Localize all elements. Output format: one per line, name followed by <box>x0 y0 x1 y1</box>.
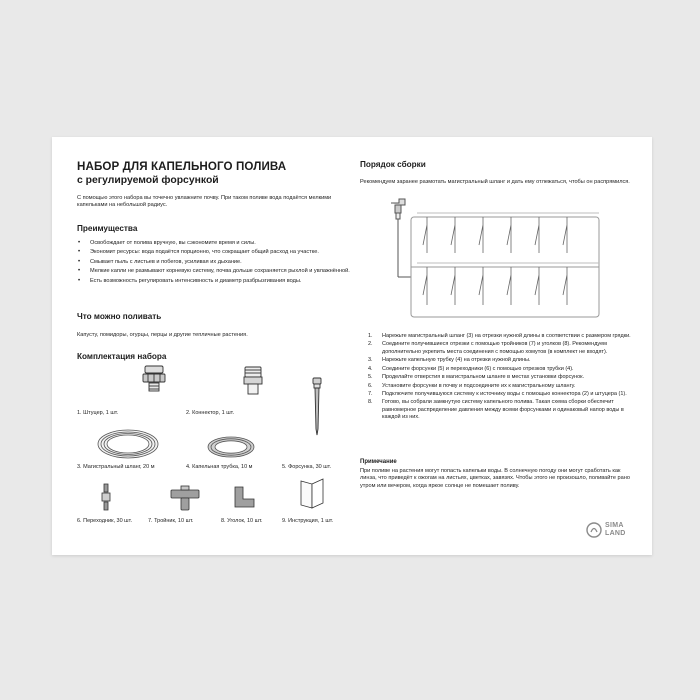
list-item <box>368 333 634 340</box>
kit-item-label: 1. Штуцер, 1 шт. <box>77 410 119 416</box>
step-text: Подключите получившуюся систему к источнику воды с помощью коннектора (2) и штуцера (1). <box>382 391 627 397</box>
list-item <box>368 374 634 381</box>
logo-text-line1: SIMA <box>605 522 624 529</box>
what-to-water-heading: Что можно поливать <box>77 312 162 321</box>
page-title: НАБОР ДЛЯ КАПЕЛЬНОГО ПОЛИВА <box>77 160 287 173</box>
assembly-intro: Рекомендуем заранее размотать магистральный шланг и дать ему отлежаться, чтобы он распрямился. <box>360 179 630 185</box>
kit-item-label: 6. Переходник, 30 шт. <box>77 518 133 524</box>
step-text: Установите форсунки в почву и подсоедините их к магистральному шлангу. <box>382 382 576 389</box>
step-number: 3. <box>368 357 373 364</box>
logo-text-line2: LAND <box>605 530 626 537</box>
kit-item-label: 8. Уголок, 10 шт. <box>221 518 263 524</box>
kit-item-label: 9. Инструкция, 1 шт. <box>282 518 334 524</box>
step-number: 6. <box>368 382 373 389</box>
list-item <box>368 341 634 355</box>
manual-icon <box>299 477 325 509</box>
kit-item-label: 7. Тройник, 10 шт. <box>148 518 194 524</box>
step-text: Соедините получившиеся отрезки с помощью тройников (7) и уголков (8). Рекомендуем дополнительно укрепить места соединения с помощью хомутов (в комплект не входят). <box>382 341 608 355</box>
elbow-icon <box>232 485 256 511</box>
step-text: Нарежьте капельную трубку (4) на отрезки нужной длины. <box>382 357 531 364</box>
step-number: 5. <box>368 374 373 381</box>
step-text: Соедините форсунки (5) и переходники (6) с помощью отрезков трубки (4). <box>382 365 574 372</box>
kit-item-label: 4. Капельная трубка, 10 м <box>186 464 253 470</box>
step-number: 2. <box>368 341 373 348</box>
main-hose-icon <box>96 427 160 461</box>
sima-land-logo-icon <box>586 522 602 538</box>
kit-item-label: 3. Магистральный шланг, 20 м <box>77 464 155 470</box>
drip-tube-icon <box>206 435 256 459</box>
step-number: 4. <box>368 365 373 372</box>
assembly-steps <box>368 333 634 422</box>
list-item: • Освобождает от полива вручную, вы сэкономите время и силы. <box>90 240 352 247</box>
kit-item-label: 2. Коннектор, 1 шт. <box>186 410 235 416</box>
list-item <box>368 382 634 390</box>
fitting-icon <box>140 365 168 395</box>
kit-item-label: 5. Форсунка, 30 шт. <box>282 464 332 470</box>
list-item: • Смывает пыль с листьев и побегов, усиливая их дыхание. <box>90 259 352 266</box>
kit-heading: Комплектация набора <box>77 352 167 361</box>
list-item: • Экономит ресурсы: вода подаётся порционно, что сокращает общий расход на участке. <box>90 249 352 256</box>
list-item: • Мелкие капли не размывают корневую систему, почва дольше сохраняется рыхлой и увлажнённой. <box>90 268 352 275</box>
step-number: 7. <box>368 391 373 397</box>
step-text: Готово, вы собрали замкнутую систему капельного полива. Такая схема сборки обеспечит равномерное распределение давления между всеми форсунками и одинаковый напор воды в каждой из них. <box>382 399 624 420</box>
list-item <box>368 365 634 373</box>
page-subtitle: с регулируемой форсункой <box>77 175 219 186</box>
intro-text: С помощью этого набора вы точечно увлажните почву. При таком поливе вода подаётся мелкими капельками на небольшой радиус. <box>77 195 332 209</box>
adapter-icon <box>100 483 112 511</box>
list-item <box>368 391 634 398</box>
instruction-sheet <box>52 137 652 555</box>
step-number: 1. <box>368 333 373 339</box>
step-number: 8. <box>368 399 373 406</box>
connector-icon <box>242 366 264 396</box>
step-text: Проделайте отверстия в магистральном шланге в местах установки форсунок. <box>382 374 585 381</box>
list-item: • Есть возможность регулировать интенсивность и диаметр разбрызгивания воды. <box>90 278 352 285</box>
tee-icon <box>170 481 200 511</box>
note-heading: Примечание <box>360 459 397 465</box>
list-item <box>368 357 634 364</box>
assembly-heading: Порядок сборки <box>360 160 426 169</box>
advantages-list <box>90 240 352 287</box>
what-to-water-text: Капусту, помидоры, огурцы, перцы и другие тепличные растения. <box>77 332 248 338</box>
list-item <box>368 399 634 420</box>
advantages-heading: Преимущества <box>77 224 138 233</box>
assembly-diagram <box>387 195 602 323</box>
note-text: При поливе на растения могут попасть капельки воды. В солнечную погоду они могут сработать как линза, что приведёт к ожогам на листьях, цветках, завязях. Чтобы этого не произошло, поливайте рано утром или вечером, когда яркое солнце не помешает поливу. <box>360 468 630 489</box>
nozzle-icon <box>310 377 324 437</box>
brand-logo <box>586 519 638 541</box>
step-text: Нарежьте магистральный шланг (3) на отрезки нужной длины в соответствии с размером грядки. <box>382 333 631 339</box>
